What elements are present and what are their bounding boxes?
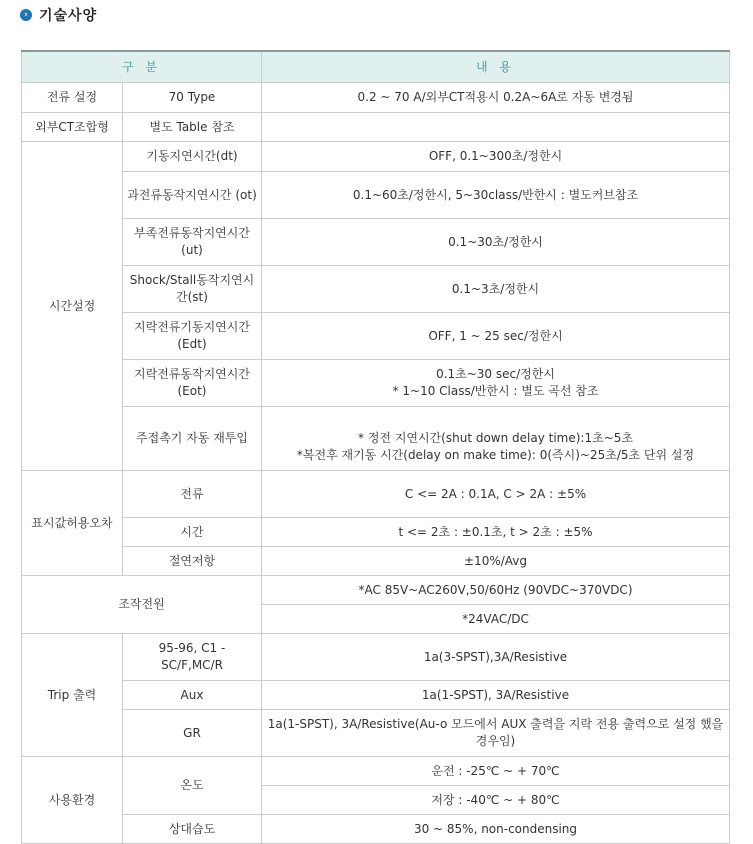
row-sublabel: 시간 [123, 518, 262, 547]
value-line: * 정전 지연시간(shut down delay time):1초~5초 [358, 431, 633, 445]
row-sublabel: Aux [123, 681, 262, 710]
table-row [22, 815, 730, 844]
row-sublabel: 과전류동작지연시간 (ot) [123, 172, 262, 219]
table-row [22, 576, 730, 605]
table-row [22, 407, 730, 471]
chevron-right-icon: › [20, 9, 32, 21]
table-row [22, 113, 730, 142]
row-sublabel: 지락전류기동지연시간 (Edt) [123, 313, 262, 360]
row-sublabel: 별도 Table 참조 [123, 113, 262, 142]
table-row [22, 757, 730, 786]
row-sublabel: 온도 [123, 757, 262, 815]
row-label: Trip 출력 [22, 634, 123, 757]
row-sublabel: 95-96, C1 - SC/F,MC/R [123, 634, 262, 681]
row-value: *AC 85V~AC260V,50/60Hz (90VDC~370VDC) [262, 576, 730, 605]
table-row [22, 360, 730, 407]
row-sublabel: 주접촉기 자동 재투입 [123, 407, 262, 471]
row-label: 조작전원 [22, 576, 262, 634]
row-label: 사용환경 [22, 757, 123, 844]
row-sublabel: 전류 [123, 471, 262, 518]
table-header-row [22, 51, 730, 83]
column-header-content: 내 용 [262, 51, 730, 83]
row-value: 저장 : -40℃ ~ + 80℃ [262, 786, 730, 815]
table-row [22, 710, 730, 757]
row-sublabel: 지락전류동작지연시간 (Eot) [123, 360, 262, 407]
value-line: * 1~10 Class/반한시 : 별도 곡선 참조 [392, 384, 599, 398]
table-row [22, 681, 730, 710]
row-value: 0.1~60초/정한시, 5~30class/반한시 : 별도커브참조 [262, 172, 730, 219]
row-label: 외부CT조합형 [22, 113, 123, 142]
table-row [22, 471, 730, 518]
row-value: 0.2 ~ 70 A/외부CT적용시 0.2A~6A로 자동 변경됨 [262, 83, 730, 113]
row-sublabel: 절연저항 [123, 547, 262, 576]
table-row [22, 547, 730, 576]
value-line: *복전후 재기동 시간(delay on make time): 0(즉시)~25초/5초 단위 설정 [296, 448, 695, 462]
row-value: ±10%/Avg [262, 547, 730, 576]
row-value: 1a(1-SPST), 3A/Resistive [262, 681, 730, 710]
row-value [262, 113, 730, 142]
row-value: 운전 : -25℃ ~ + 70℃ [262, 757, 730, 786]
row-label: 전류 설정 [22, 83, 123, 113]
row-sublabel: GR [123, 710, 262, 757]
section-heading [20, 6, 97, 24]
table-row [22, 83, 730, 113]
table-row [22, 518, 730, 547]
table-row [22, 634, 730, 681]
row-sublabel: 부족전류동작지연시간 (ut) [123, 219, 262, 266]
row-value: 1a(1-SPST), 3A/Resistive(Au-o 모드에서 AUX 출력을 지락 전용 출력으로 설정 했을 경우임) [262, 710, 730, 757]
row-value: OFF, 1 ~ 25 sec/정한시 [262, 313, 730, 360]
column-header-category: 구 분 [22, 51, 262, 83]
table-row [22, 313, 730, 360]
row-value: 0.1~3초/정한시 [262, 266, 730, 313]
row-value: 30 ~ 85%, non-condensing [262, 815, 730, 844]
table-row [22, 172, 730, 219]
row-value: C <= 2A : 0.1A, C > 2A : ±5% [262, 471, 730, 518]
row-sublabel: 70 Type [123, 83, 262, 113]
row-value: OFF, 0.1~300초/정한시 [262, 142, 730, 172]
table-row [22, 219, 730, 266]
spec-table [21, 50, 730, 844]
row-sublabel: Shock/Stall동작지연시간(st) [123, 266, 262, 313]
table-row [22, 142, 730, 172]
section-title: 기술사양 [39, 8, 98, 24]
row-value: t <= 2초 : ±0.1초, t > 2초 : ±5% [262, 518, 730, 547]
row-value [262, 360, 730, 407]
row-label: 시간설정 [22, 142, 123, 471]
row-value: *24VAC/DC [262, 605, 730, 634]
row-label: 표시값허용오차 [22, 471, 123, 576]
table-row [22, 266, 730, 313]
row-value: 0.1~30초/정한시 [262, 219, 730, 266]
row-sublabel: 기동지연시간(dt) [123, 142, 262, 172]
row-value: 1a(3-SPST),3A/Resistive [262, 634, 730, 681]
row-sublabel: 상대습도 [123, 815, 262, 844]
value-line: 0.1초~30 sec/정한시 [436, 367, 555, 381]
row-value [262, 407, 730, 471]
